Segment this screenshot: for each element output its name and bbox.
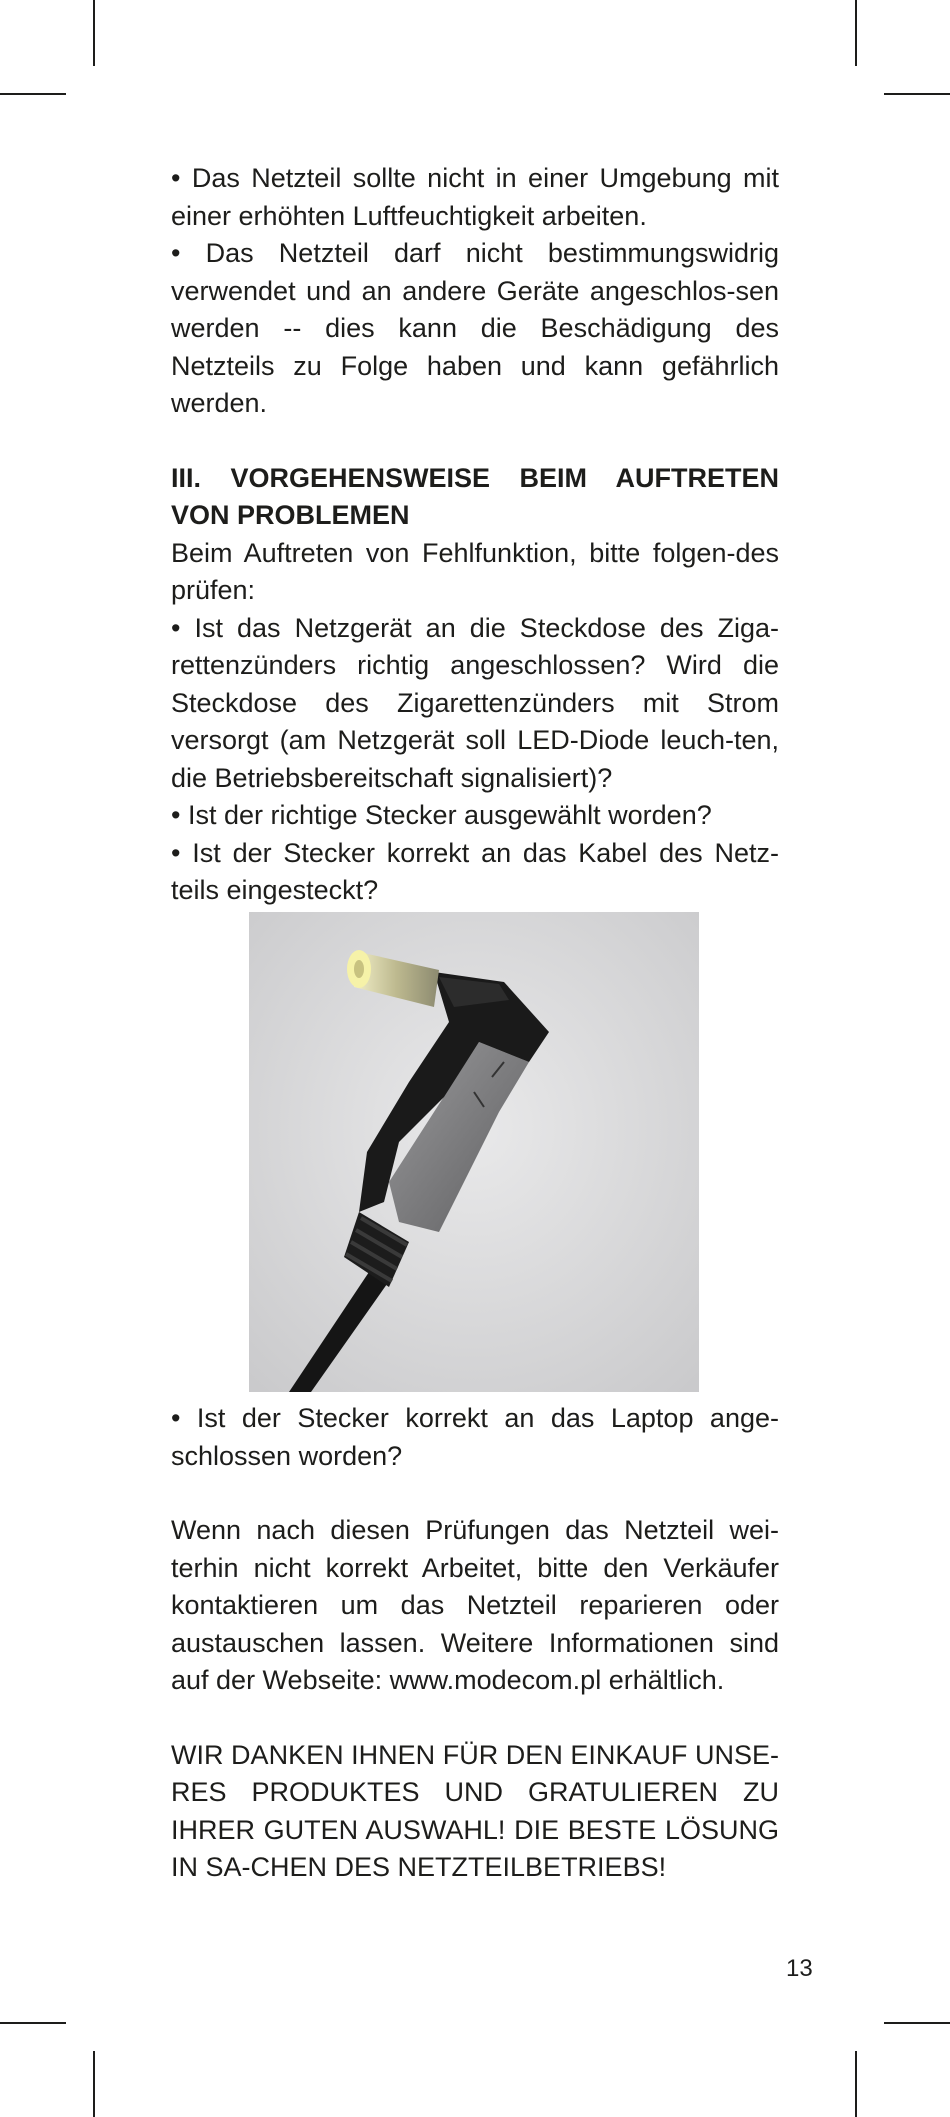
crop-mark-top-left-horizontal: [0, 93, 66, 95]
section-heading-continued: VON PROBLEMEN: [171, 500, 410, 530]
crop-mark-top-left-vertical: [93, 0, 95, 66]
check-plug-laptop: • Ist der Stecker korrekt an das Laptop ange-schlossen worden?: [171, 1403, 779, 1471]
crop-mark-bottom-right-horizontal: [884, 2022, 950, 2024]
crop-mark-top-right-horizontal: [884, 93, 950, 95]
bullet-humidity: • Das Netzteil sollte nicht in einer Umgebung mit einer erhöhten Luftfeuchtigkeit arbeiten.: [171, 163, 779, 231]
plug-photo: [249, 912, 699, 1392]
thanks-paragraph: WIR DANKEN IHNEN FÜR DEN EINKAUF UNSE-RES PRODUKTES UND GRATULIEREN ZU IHRER GUTEN AUSWAHL! DIE BESTE LÖSUNG IN SA-CHEN DES NETZTEILBETRIEBS!: [171, 1739, 779, 1882]
crop-mark-top-right-vertical: [855, 0, 857, 66]
closing-paragraph: Wenn nach diesen Prüfungen das Netzteil wei-terhin nicht korrekt Arbeitet, bitte den Verkäufer kontaktieren um das Netzteil reparieren oder austauschen lassen. Weitere Informationen sind auf der Webseite: www.modecom.pl erhältlich.: [171, 1515, 779, 1695]
after-image-text: [171, 1400, 779, 1887]
section-heading: III. VORGEHENSWEISE BEIM AUFTRETEN: [171, 462, 779, 493]
crop-mark-bottom-right-vertical: [855, 2051, 857, 2117]
page-number: 13: [786, 1955, 813, 1982]
check-plug-cable: • Ist der Stecker korrekt an das Kabel des Netz-teils eingesteckt?: [171, 837, 779, 905]
section-intro: Beim Auftreten von Fehlfunktion, bitte folgen-des prüfen:: [171, 537, 779, 605]
check-socket: • Ist das Netzgerät an die Steckdose des Ziga-rettenzünders richtig angeschlossen? Wird die Steckdose des Zigarettenzünders mit Strom versorgt (am Netzgerät soll LED-Diode leuch-ten, die Betriebsbereitschaft signalisiert)?: [171, 612, 779, 793]
bullet-improper-use: • Das Netzteil darf nicht bestimmungswidrig verwendet und an andere Geräte angeschlos-sen werden -- dies kann die Beschädigung des Netzteils zu Folge haben und kann gefährlich werden.: [171, 238, 779, 418]
crop-mark-bottom-left-horizontal: [0, 2022, 66, 2024]
main-text: [171, 160, 779, 910]
crop-mark-bottom-left-vertical: [93, 2051, 95, 2117]
check-plug-selected: • Ist der richtige Stecker ausgewählt worden?: [171, 800, 712, 830]
